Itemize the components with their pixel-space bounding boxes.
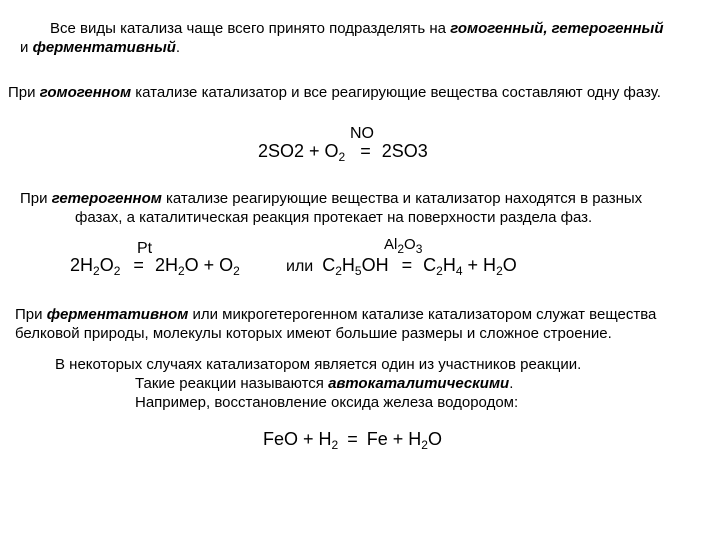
- eq2-rhs2-sub: 2: [233, 264, 240, 278]
- eq3-rc-sub: 2: [436, 264, 443, 278]
- eq3-rh-sub: 4: [455, 264, 463, 278]
- heterogeneous-term: гетерогенном: [51, 190, 162, 207]
- eq3-or: или: [286, 258, 314, 275]
- homogeneous-term: гомогенном: [39, 84, 132, 101]
- autocatalysis-line-2: [135, 375, 513, 393]
- eq2-equals: =: [133, 255, 144, 275]
- eq2-o-sub: 2: [113, 264, 121, 278]
- equation-4: [263, 428, 442, 450]
- eq3-oh: OH: [361, 255, 389, 275]
- eq1-equals: =: [360, 141, 371, 161]
- eq1-left: 2SO2 + O: [258, 141, 339, 161]
- autocatalysis-pre: Такие реакции называются: [135, 375, 324, 392]
- intro-and: и: [20, 39, 29, 56]
- heterogeneous-line-2: фазах, а каталитическая реакция протекает на поверхности раздела фаз.: [75, 209, 593, 226]
- eq3-c-sub: 2: [335, 264, 342, 278]
- eq4-left: FeO + H: [263, 429, 332, 449]
- eq4-equals: =: [347, 429, 358, 449]
- term-homogeneous: гомогенный,: [450, 20, 548, 37]
- eq1-catalyst: NO: [350, 125, 374, 142]
- eq2-rhs1-sub: 2: [177, 264, 185, 278]
- eq2-rhs1: 2H: [154, 255, 178, 275]
- equation-3: [286, 254, 517, 278]
- eq3-cat-a-sub: 2: [397, 242, 405, 256]
- eq2-o: O: [99, 255, 114, 275]
- eq4-right-end: O: [427, 429, 442, 449]
- eq3-w: O: [502, 255, 517, 275]
- heterogeneous-pre: При: [20, 190, 48, 207]
- autocatalysis-term: автокаталитическими: [328, 375, 510, 392]
- homogeneous-pre: При: [8, 84, 36, 101]
- eq4-right: Fe + H: [366, 429, 422, 449]
- eq3-w-sub: 2: [496, 264, 503, 278]
- eq2-catalyst: Pt: [137, 240, 153, 257]
- eq2-rhs2: O + O: [184, 255, 234, 275]
- term-heterogeneous: гетерогенный: [551, 20, 664, 37]
- term-enzymatic: ферментативный: [32, 39, 176, 56]
- enzymatic-term: ферментативном: [46, 306, 189, 323]
- eq3-c: C: [322, 255, 336, 275]
- intro-line-2: [20, 39, 180, 57]
- eq3-cat-b: O: [404, 236, 416, 253]
- eq2-h-sub: 2: [93, 264, 100, 278]
- eq3-plus: + H: [467, 255, 497, 275]
- autocatalysis-line-1: В некоторых случаях катализатором является один из участников реакции.: [55, 356, 582, 373]
- intro-text: Все виды катализа чаще всего принято подразделять на: [50, 20, 447, 37]
- equation-1: [258, 140, 428, 162]
- eq3-equals: =: [401, 255, 413, 275]
- eq3-rc: C: [423, 255, 437, 275]
- intro-line-1: [50, 20, 664, 38]
- eq3-cat-a: Al: [384, 236, 398, 253]
- enzymatic-pre: При: [15, 306, 43, 323]
- autocatalysis-period: .: [509, 375, 514, 392]
- homogeneous-paragraph: [8, 84, 661, 102]
- eq4-right-sub: 2: [421, 438, 428, 452]
- heterogeneous-line-1: [20, 190, 642, 208]
- enzymatic-line-1: [15, 306, 656, 324]
- eq1-right: 2SO3: [381, 141, 428, 161]
- eq1-left-sub: 2: [338, 150, 346, 164]
- heterogeneous-text: катализе реагирующие вещества и катализатор находятся в разных: [166, 190, 643, 207]
- autocatalysis-line-3: Например, восстановление оксида железа водородом:: [135, 394, 519, 411]
- eq2-h: 2H: [70, 255, 94, 275]
- enzymatic-text: или микрогетерогенном катализе катализатором служат вещества: [192, 306, 657, 323]
- eq3-catalyst: [384, 236, 422, 254]
- enzymatic-line-2: белковой природы, молекулы которых имеют большие размеры и сложное строение.: [15, 325, 612, 342]
- eq4-left-sub: 2: [331, 438, 339, 452]
- eq3-h-sub: 5: [354, 264, 362, 278]
- eq3-cat-b-sub: 3: [415, 242, 423, 256]
- eq3-rh: H: [442, 255, 456, 275]
- homogeneous-text: катализе катализатор и все реагирующие вещества составляют одну фазу.: [135, 84, 661, 101]
- intro-period: .: [175, 39, 181, 56]
- eq3-h: H: [341, 255, 355, 275]
- equation-2: [70, 254, 240, 276]
